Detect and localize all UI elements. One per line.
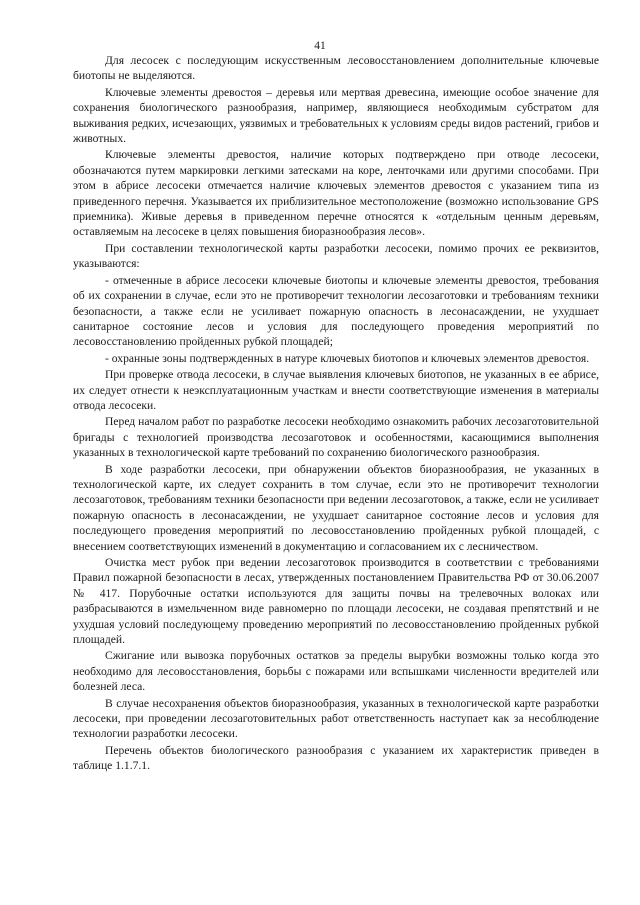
paragraph: При составлении технологической карты разработки лесосеки, помимо прочих ее реквизитов, указываются: [73, 241, 599, 271]
paragraph: При проверке отвода лесосеки, в случае выявления ключевых биотопов, не указанных в ее абрисе, их следует отнести к неэксплуатационным участкам и внести соответствующие изменения в материалы отвода лесосеки. [73, 368, 599, 412]
paragraph: В ходе разработки лесосеки, при обнаружении объектов биоразнообразия, не указанных в технологической карте, их следует сохранить в том случае, если это не противоречит технологии лесозаготовок, требованиям техники безопасности при ведении лесозаготовок, а также, если не усиливает пожарную опасность в лесонасаждении, не ухудшает санитарное состояние лесов и условия для последующего проведения мероприятий по лесовосстановлению пройденных рубкой площадей, с внесением соответствующих изменений в документацию и согласованием их с лесничеством. [73, 462, 599, 553]
page-number: 41 [314, 40, 326, 52]
paragraph: В случае несохранения объектов биоразнообразия, указанных в технологической карте разработки лесосеки, при проведении лесозаготовительных работ ответственность наступает как за несоблюдение технологии разработки лесосеки. [73, 696, 599, 741]
document-body [73, 53, 599, 774]
list-item: - охранные зоны подтвержденных в натуре ключевых биотопов и ключевых элементов древостоя. [105, 351, 590, 365]
paragraph: Ключевые элементы древостоя, наличие которых подтверждено при отводе лесосеки, обозначаются путем маркировки легкими затесками на коре, ленточками или другими способами. При этом в абрисе лесосеки отмечается наличие ключевых элементов древостоя с указанием типа из приведенного перечня. Указывается их приблизительное местоположение (возможно использование GPS приемника). Живые деревья в приведенном перечне относятся к «отдельным ценным деревьям, оставляемым на лесосеке в целях повышения биоразнообразия лесов». [73, 148, 599, 239]
paragraph: Очистка мест рубок при ведении лесозаготовок производится в соответствии с требованиями Правил пожарной безопасности в лесах, утвержденных постановлением Правительства РФ от 30.06.2007 № 417. Порубочные остатки используются для защиты почвы на трелевочных волоках или разбрасываются в измельченном виде равномерно по площади лесосеки, не создавая препятствий и не ухудшая условий последующему проведению мероприятий по лесовосстановлению пройденных рубкой площадей. [73, 556, 599, 647]
paragraph: Ключевые элементы древостоя – деревья или мертвая древесина, имеющие особое значение для сохранения биологического разнообразия, например, являющиеся необходимым субстратом для выживания редких, исчезающих, уязвимых и требовательных к условиям среды видов растений, грибов и животных. [73, 85, 599, 146]
paragraph: Для лесосек с последующим искусственным лесовосстановлением дополнительные ключевые биотопы не выделяются. [73, 54, 599, 83]
paragraph: Перед началом работ по разработке лесосеки необходимо ознакомить рабочих лесозаготовительной бригады с технологией производства лесозаготовок и особенностями, касающимися выполнения указанных в технологической карте требований по сохранению биологического разнообразия. [73, 415, 599, 460]
list-item: - отмеченные в абрисе лесосеки ключевые биотопы и ключевые элементы древостоя, требования об их сохранении в случае, если это не противоречит технологии лесозаготовки и требованиям техники безопасности, а также если не усиливает пожарную опасность в лесонасаждении, не ухудшает санитарное состояние лесов и условия для последующего проведения мероприятий по лесовосстановлению пройденных рубкой площадей; [73, 273, 599, 349]
paragraph: Перечень объектов биологического разнообразия с указанием их характеристик приведен в таблице 1.1.7.1. [73, 743, 599, 773]
paragraph: Сжигание или вывозка порубочных остатков за пределы вырубки возможны только когда это необходимо для лесовосстановления, борьбы с пожарами или вспышками численности вредителей или болезней леса. [73, 649, 599, 694]
